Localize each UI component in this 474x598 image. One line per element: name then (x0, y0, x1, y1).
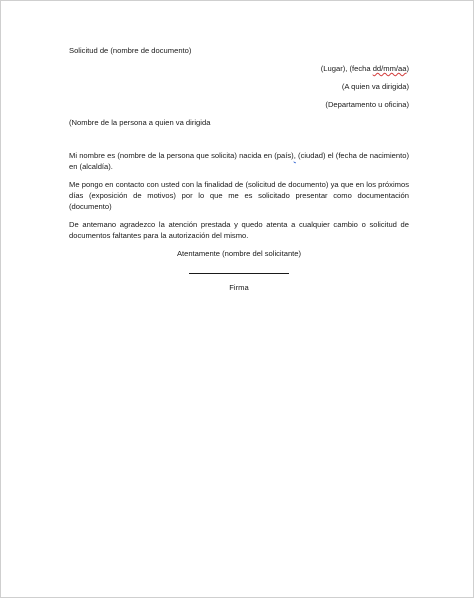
signature-label: Firma (229, 283, 249, 292)
place-date-prefix: (Lugar), (fecha (320, 64, 373, 73)
p1-flagged: , (293, 151, 296, 160)
recipient-line: (A quien va dirigida) (341, 82, 409, 91)
closing-line: Atentamente (nombre del solicitante) (176, 249, 302, 258)
place-date-flagged: dd/mm/aa (372, 64, 407, 73)
subject-line: Solicitud de (nombre de documento) (69, 46, 192, 55)
paragraph-request: Me pongo en contacto con usted con la finalidad de (solicitud de documento) ya que en los próximos días (exposición de motivos) por lo que me es solicitado presentar como documentación (documento) (69, 180, 409, 211)
paragraph-thanks: De antemano agradezco la atención prestada y quedo atenta a cualquier cambio o solicitud de documentos faltantes para la autorización del mismo. (69, 220, 409, 240)
p1-part1: Mi nombre es (nombre de la persona que solicita) nacida en (país) (69, 151, 294, 160)
place-date-line (69, 63, 409, 74)
letter-body (69, 41, 409, 293)
place-date-suffix: ) (406, 64, 409, 73)
signature-line (69, 273, 409, 274)
p1-part2: (ciudad) el (fecha de nacimiento) en (alcaldía). (69, 151, 409, 171)
department-line: (Departamento u oficina) (325, 100, 409, 109)
paragraph-introduction (69, 150, 409, 172)
addressee-line: (Nombre de la persona a quien va dirigida (69, 118, 211, 127)
